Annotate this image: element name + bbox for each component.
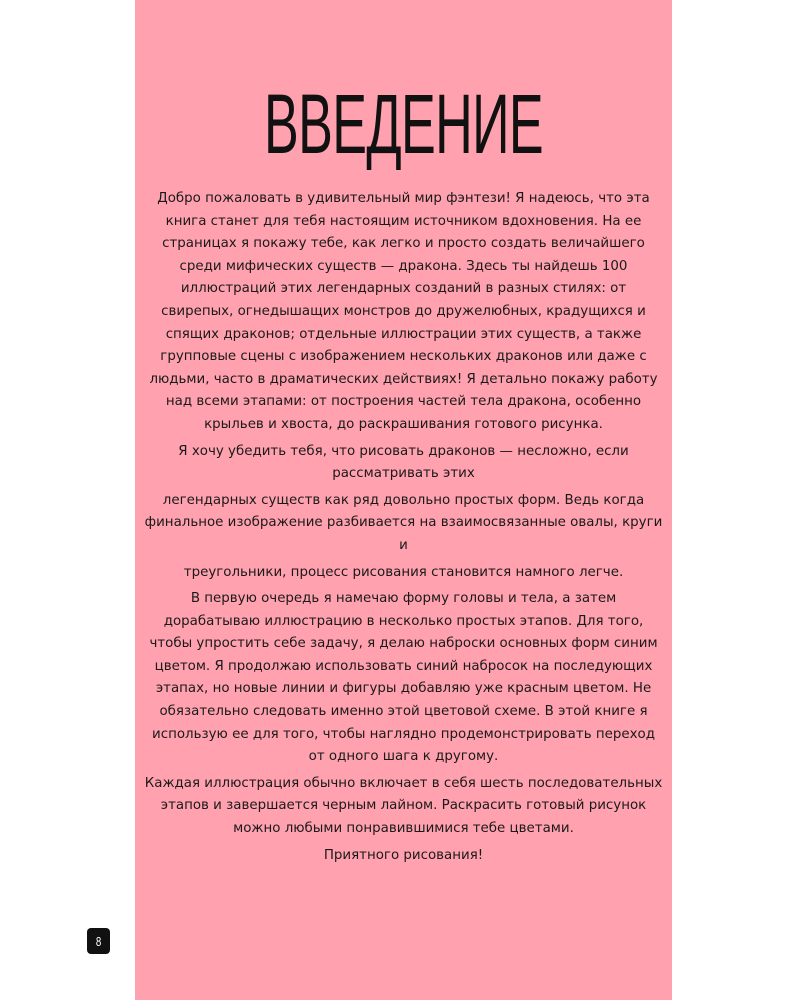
intro-text — [143, 188, 664, 871]
paragraph-intro: Добро пожаловать в удивительный мир фэнтези! Я надеюсь, что эта книга станет для тебя настоящим источником вдохновения. На ее страницах я покажу тебе, как легко и просто создать величайшего среди мифических существ — дракона. Здесь ты найдешь 100 иллюстраций этих легендарных созданий в разных стилях: от свирепых, огнедышащих монстров до дружелюбных, крадущихся и спящих драконов; отдельные иллюстрации этих существ, а также групповые сцены с изображением нескольких драконов или даже с людьми, часто в драматических действиях! Я детально покажу работу над всеми этапами: от построения частей тела дракона, особенно крыльев и хвоста, до раскрашивания готового рисунка. — [149, 191, 658, 432]
page — [135, 0, 672, 1000]
paragraph-triangles: треугольники, процесс рисования становится намного легче. — [183, 564, 624, 580]
page-number: 8 — [95, 933, 102, 949]
paragraph-convince: Я хочу убедить тебя, что рисовать драконов — несложно, если рассматривать этих — [178, 443, 629, 482]
paragraph-stages: Каждая иллюстрация обычно включает в себя шесть последовательных этапов и завершается черным лайном. Раскрасить готовый рисунок можно любыми понравившимися тебе цветами. — [144, 775, 663, 837]
page-title: ВВЕДЕНИЕ — [263, 77, 544, 171]
page-number-badge — [87, 928, 110, 954]
paragraph-closing: Приятного рисования! — [323, 847, 484, 863]
paragraph-shapes: легендарных существ как ряд довольно простых форм. Ведь когда финальное изображение разбивается на взаимосвязанные овалы, круги и — [144, 492, 663, 553]
paragraph-method: В первую очередь я намечаю форму головы и тела, а затем дорабатываю иллюстрацию в несколько простых этапов. Для того, чтобы упростить себе задачу, я делаю наброски основных форм синим цветом. Я продолжаю использовать синий набросок на последующих этапах, но новые линии и фигуры добавляю уже красным цветом. Не обязательно следовать именно этой цветовой схеме. В этой книге я использую ее для того, чтобы наглядно продемонстрировать переход от одного шага к другому. — [149, 591, 658, 765]
